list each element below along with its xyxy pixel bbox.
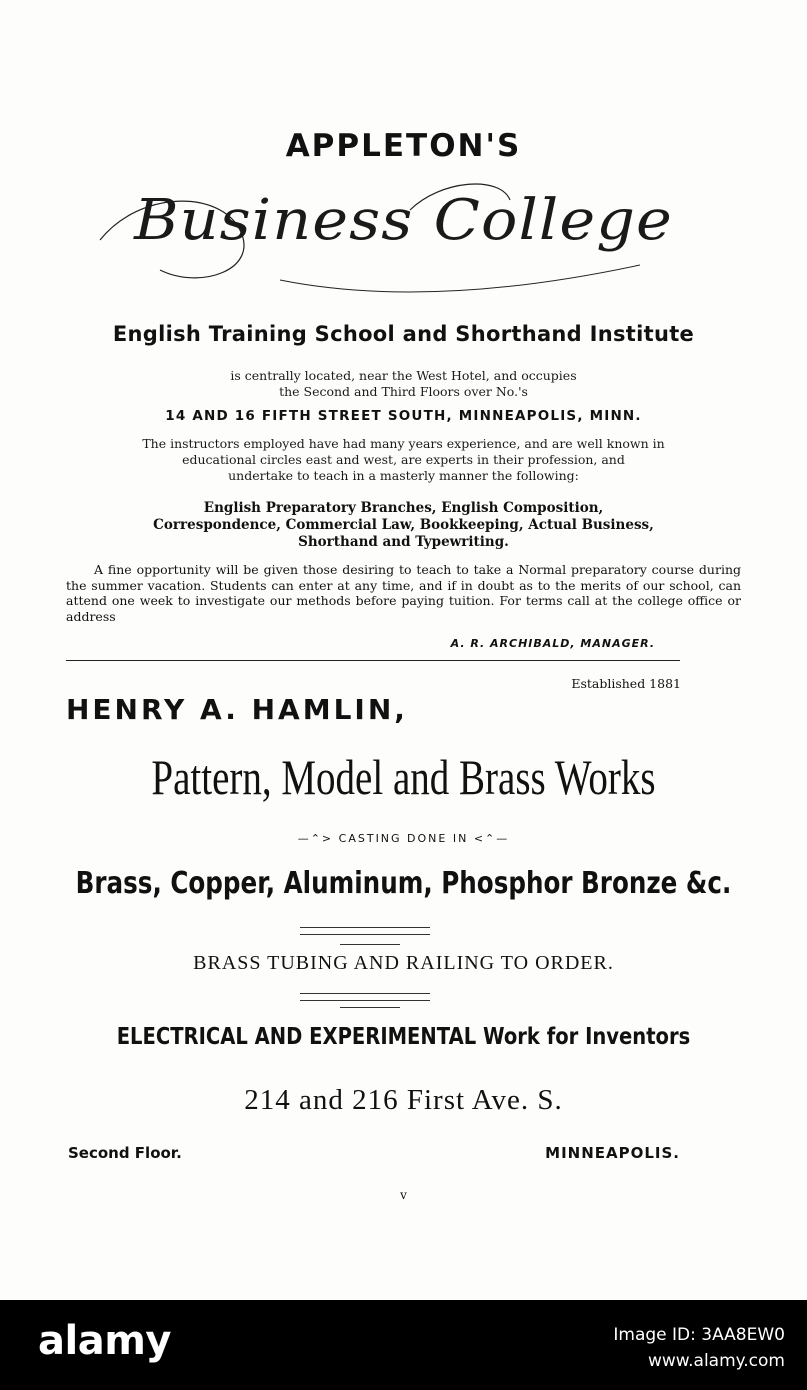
courses-list: [0, 500, 807, 551]
metals-list: Brass, Copper, Aluminum, Phosphor Bronze &c.: [75, 866, 732, 901]
tubing-line: BRASS TUBING AND RAILING TO ORDER.: [193, 952, 614, 974]
brand-logo: alamy: [38, 1318, 171, 1364]
courses-line: English Preparatory Branches, English Composition,: [203, 500, 604, 516]
established-year: Established 1881: [571, 676, 681, 691]
instructors-line: The instructors employed have had many years experience, and are well known in: [142, 436, 665, 451]
casting-line: [0, 832, 807, 845]
short-rule-divider: [340, 1007, 400, 1010]
double-rule-divider: [300, 927, 430, 935]
short-rule-divider: [340, 944, 400, 947]
image-id-block: [613, 1322, 785, 1374]
left-ornament-icon: —⌃>: [297, 832, 339, 845]
courses-line: Correspondence, Commercial Law, Bookkeeping, Actual Business,: [153, 517, 654, 533]
city-label: MINNEAPOLIS.: [545, 1144, 680, 1162]
location-text: [0, 368, 807, 400]
business-college-script-title: Business College: [134, 188, 673, 253]
floor-label: Second Floor.: [68, 1144, 182, 1162]
location-line: is centrally located, near the West Hotel, and occupies: [230, 368, 577, 383]
appleton-title: APPLETON'S: [285, 128, 522, 164]
electrical-work-line: ELECTRICAL AND EXPERIMENTAL Work for Inventors: [116, 1024, 691, 1050]
opportunity-paragraph: A fine opportunity will be given those desiring to teach to take a Normal preparatory course during the summer vacation. Students can enter at any time, and if in doubt as to the merits of our school, can attend one week to investigate our methods before paying tuition. For terms call at the college office or address: [66, 562, 741, 624]
manager-signature: A. R. ARCHIBALD, MANAGER.: [450, 637, 655, 650]
right-ornament-icon: <⌃—: [468, 832, 510, 845]
stock-watermark-footer: [0, 1300, 807, 1390]
hamlin-name: HENRY A. HAMLIN,: [66, 693, 408, 726]
site-url[interactable]: www.alamy.com: [647, 1351, 785, 1371]
college-address: 14 AND 16 FIFTH STREET SOUTH, MINNEAPOLIS, MINN.: [165, 408, 642, 424]
location-line: the Second and Third Floors over No.'s: [279, 384, 528, 399]
school-subtitle: English Training School and Shorthand Institute: [112, 322, 695, 346]
works-title: Pattern, Model and Brass Works: [151, 749, 656, 805]
courses-line: Shorthand and Typewriting.: [298, 534, 509, 550]
instructors-text: [60, 436, 747, 484]
casting-text: CASTING DONE IN: [338, 832, 469, 845]
instructors-line: undertake to teach in a masterly manner the following:: [228, 468, 579, 483]
page-number: v: [400, 1188, 407, 1202]
street-address: 214 and 216 First Ave. S.: [244, 1084, 563, 1116]
double-rule-divider: [300, 993, 430, 1001]
section-divider: [66, 660, 680, 661]
instructors-line: educational circles east and west, are experts in their profession, and: [182, 452, 625, 467]
image-id: Image ID: 3AA8EW0: [613, 1325, 785, 1345]
